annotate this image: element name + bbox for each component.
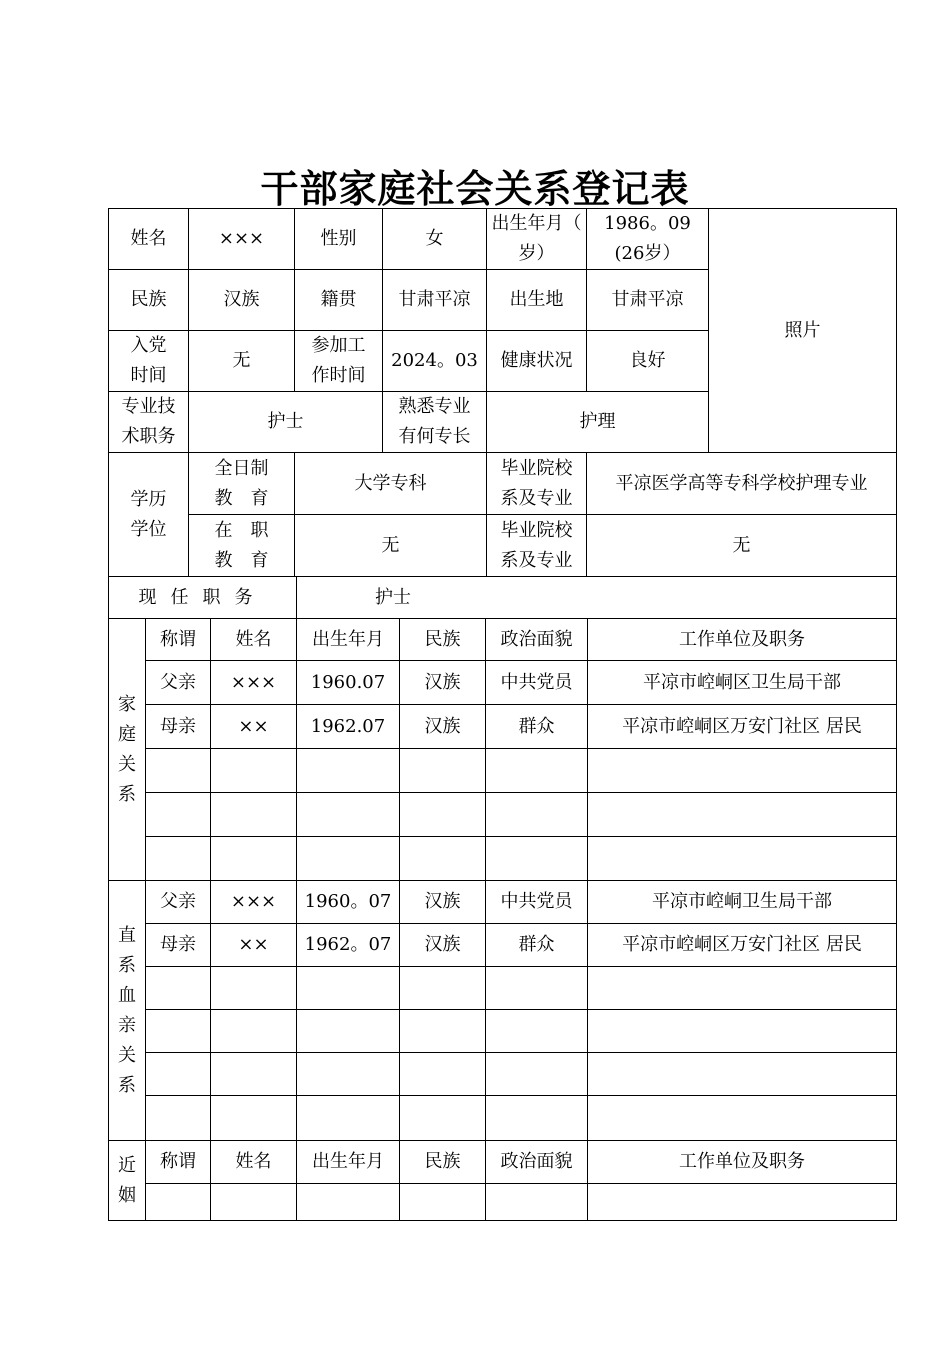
family-header-col-4-text: 民族 [424, 628, 461, 650]
family-row-2-col-6 [587, 704, 897, 749]
direct-row-5-col-2 [210, 1052, 297, 1096]
inlaw-header-col-6-text: 工作单位及职务 [679, 1151, 805, 1172]
family-row-5-col-6 [587, 836, 897, 881]
family-row-1-col-1 [145, 660, 211, 705]
inlaw-row-1-col-3 [296, 1183, 400, 1221]
direct-row-5-col-3 [296, 1052, 400, 1096]
direct-row-1-col-4 [399, 880, 486, 924]
inservice-education-label [188, 514, 295, 577]
family-header-col-5-text: 政治面貌 [500, 628, 573, 650]
current-position-value [296, 576, 897, 619]
inlaw-header-col-4-text: 民族 [424, 1151, 461, 1172]
direct-row-5-col-4 [399, 1052, 486, 1096]
inservice-school-value [586, 514, 897, 577]
health-label [486, 330, 587, 392]
direct-row-1-col-3-text: 1960。07 [304, 891, 392, 912]
direct-row-2-col-1 [145, 923, 211, 967]
work-start-value [382, 330, 487, 392]
gender-label [294, 208, 383, 270]
family-row-1-col-3-text: 1960.07 [310, 671, 386, 693]
professional-title-value-text: 护士 [267, 411, 304, 432]
family-row-2-col-2 [210, 704, 297, 749]
inlaw-header-col-6 [587, 1140, 897, 1184]
family-row-3-col-4 [399, 748, 486, 793]
direct-row-4-col-6 [587, 1009, 897, 1053]
direct-row-5-col-6 [587, 1052, 897, 1096]
native-label-text: 籍贯 [320, 289, 357, 310]
direct-row-1-col-6 [587, 880, 897, 924]
family-row-2-col-1-text: 母亲 [160, 715, 196, 737]
work-start-label-text: 参加工 作时间 [311, 335, 366, 386]
direct-row-2-col-3-text: 1962。07 [304, 934, 392, 955]
family-row-3-col-2 [210, 748, 297, 793]
direct-row-1-col-6-text: 平凉市崆峒卫生局干部 [652, 891, 832, 912]
family-row-1-col-3 [296, 660, 400, 705]
health-value-text: 良好 [629, 350, 666, 371]
fulltime-education-value [294, 452, 487, 515]
professional-title-value [188, 391, 383, 453]
family-row-4-col-5 [485, 792, 588, 837]
direct-relations-label [108, 880, 146, 1141]
birthplace-label-text: 出生地 [509, 289, 564, 310]
direct-row-6-col-6 [587, 1095, 897, 1141]
family-row-3-col-1 [145, 748, 211, 793]
party-join-label [108, 330, 189, 392]
inlaw-relations-label [108, 1140, 146, 1221]
inlaw-header-col-1-text: 称谓 [160, 1151, 196, 1172]
family-row-1-col-5-text: 中共党员 [500, 671, 573, 693]
registration-form [108, 208, 897, 1221]
direct-row-1-col-5 [485, 880, 588, 924]
direct-row-2-col-6 [587, 923, 897, 967]
family-row-1-col-2 [210, 660, 297, 705]
direct-row-4-col-3 [296, 1009, 400, 1053]
direct-row-3-col-6 [587, 966, 897, 1010]
direct-relations-label-text: 直 系 血 亲 关 系 [118, 924, 136, 1096]
inlaw-header-col-4 [399, 1140, 486, 1184]
family-header-col-3 [296, 618, 400, 661]
family-header-col-6-text: 工作单位及职务 [679, 628, 805, 650]
work-start-label [294, 330, 383, 392]
birth-label [486, 208, 587, 270]
fulltime-education-value-text: 大学专科 [354, 472, 427, 494]
ethnic-value-text: 汉族 [223, 289, 260, 310]
direct-row-5-col-5 [485, 1052, 588, 1096]
inlaw-header-col-1 [145, 1140, 211, 1184]
direct-row-4-col-4 [399, 1009, 486, 1053]
direct-row-2-col-1-text: 母亲 [160, 934, 196, 955]
family-row-1-col-5 [485, 660, 588, 705]
professional-title-label [108, 391, 189, 453]
family-row-4-col-1 [145, 792, 211, 837]
family-row-2-col-5 [485, 704, 588, 749]
inlaw-row-1-col-2 [210, 1183, 297, 1221]
birthplace-value [586, 269, 709, 331]
direct-row-1-col-1 [145, 880, 211, 924]
family-row-4-col-6 [587, 792, 897, 837]
direct-row-2-col-2 [210, 923, 297, 967]
direct-row-6-col-5 [485, 1095, 588, 1141]
birth-label-text: 出生年月（ 岁） [491, 213, 582, 264]
specialty-label-text: 熟悉专业 有何专长 [398, 396, 471, 447]
gender-label-text: 性别 [320, 228, 357, 249]
family-header-col-5 [485, 618, 588, 661]
inlaw-row-1-col-6 [587, 1183, 897, 1221]
native-label [294, 269, 383, 331]
family-row-1-col-6 [587, 660, 897, 705]
native-value [382, 269, 487, 331]
family-row-3-col-3 [296, 748, 400, 793]
family-row-5-col-4 [399, 836, 486, 881]
family-row-3-col-6 [587, 748, 897, 793]
direct-row-2-col-5 [485, 923, 588, 967]
inlaw-relations-label-text: 近 姻 [118, 1154, 136, 1206]
fulltime-school-label-text: 毕业院校 系及专业 [500, 457, 573, 509]
family-row-4-col-2 [210, 792, 297, 837]
direct-row-1-col-2-text: ××× [230, 891, 277, 912]
family-row-1-col-4 [399, 660, 486, 705]
direct-row-6-col-1 [145, 1095, 211, 1141]
direct-row-1-col-1-text: 父亲 [160, 891, 196, 912]
direct-row-2-col-2-text: ×× [238, 934, 269, 955]
direct-row-6-col-2 [210, 1095, 297, 1141]
direct-row-3-col-1 [145, 966, 211, 1010]
inlaw-header-col-2 [210, 1140, 297, 1184]
fulltime-education-label-text: 全日制 教 育 [214, 457, 269, 509]
current-position-value-text: 护士 [375, 586, 411, 608]
birth-value [586, 208, 709, 270]
family-header-col-1 [145, 618, 211, 661]
gender-value-text: 女 [425, 228, 444, 249]
family-header-col-2-text: 姓名 [235, 628, 272, 650]
education-label-text: 学历 学位 [130, 488, 167, 540]
name-label [108, 208, 189, 270]
direct-row-3-col-2 [210, 966, 297, 1010]
direct-row-4-col-2 [210, 1009, 297, 1053]
inservice-school-label [486, 514, 587, 577]
inlaw-row-1-col-5 [485, 1183, 588, 1221]
family-row-4-col-4 [399, 792, 486, 837]
family-row-1-col-6-text: 平凉市崆峒区卫生局干部 [643, 671, 841, 693]
family-row-2-col-5-text: 群众 [518, 715, 555, 737]
family-header-col-4 [399, 618, 486, 661]
party-join-value [188, 330, 295, 392]
family-row-2-col-6-text: 平凉市崆峒区万安门社区 居民 [622, 715, 862, 737]
inservice-education-value [294, 514, 487, 577]
specialty-value [486, 391, 709, 453]
direct-row-3-col-3 [296, 966, 400, 1010]
family-row-2-col-4 [399, 704, 486, 749]
ethnic-value [188, 269, 295, 331]
birth-value-text: 1986。09 (26岁） [604, 213, 691, 264]
direct-row-4-col-1 [145, 1009, 211, 1053]
inservice-education-value-text: 无 [381, 534, 400, 556]
current-position-label [108, 576, 297, 619]
direct-row-1-col-4-text: 汉族 [424, 891, 461, 912]
current-position-label-text: 现任职务 [138, 586, 267, 608]
family-relations-label [108, 618, 146, 881]
direct-row-1-col-5-text: 中共党员 [500, 891, 573, 912]
gender-value [382, 208, 487, 270]
direct-row-6-col-4 [399, 1095, 486, 1141]
direct-row-1-col-3 [296, 880, 400, 924]
direct-row-3-col-5 [485, 966, 588, 1010]
direct-row-2-col-4-text: 汉族 [424, 934, 461, 955]
photo-box-text: 照片 [784, 319, 821, 341]
family-header-col-6 [587, 618, 897, 661]
inservice-school-label-text: 毕业院校 系及专业 [500, 519, 573, 571]
name-value-text: ××× [218, 228, 265, 249]
inlaw-row-1-col-4 [399, 1183, 486, 1221]
health-label-text: 健康状况 [500, 350, 573, 371]
name-value [188, 208, 295, 270]
direct-row-1-col-2 [210, 880, 297, 924]
education-label [108, 452, 189, 577]
fulltime-school-value [586, 452, 897, 515]
form-title: 干部家庭社会关系登记表 [260, 167, 690, 211]
photo-box [708, 208, 897, 453]
direct-row-6-col-3 [296, 1095, 400, 1141]
family-row-5-col-3 [296, 836, 400, 881]
family-row-2-col-4-text: 汉族 [424, 715, 461, 737]
family-header-col-2 [210, 618, 297, 661]
family-row-3-col-5 [485, 748, 588, 793]
inservice-school-value-text: 无 [732, 534, 751, 556]
family-row-2-col-2-text: ×× [238, 715, 269, 737]
direct-row-2-col-3 [296, 923, 400, 967]
family-row-5-col-5 [485, 836, 588, 881]
family-row-2-col-1 [145, 704, 211, 749]
health-value [586, 330, 709, 392]
family-row-4-col-3 [296, 792, 400, 837]
family-row-1-col-4-text: 汉族 [424, 671, 461, 693]
direct-row-4-col-5 [485, 1009, 588, 1053]
inlaw-header-col-3-text: 出生年月 [312, 1151, 384, 1172]
fulltime-education-label [188, 452, 295, 515]
fulltime-school-value-text: 平凉医学高等专科学校护理专业 [615, 472, 868, 494]
ethnic-label-text: 民族 [130, 289, 167, 310]
birthplace-value-text: 甘肃平凉 [611, 289, 684, 310]
family-row-5-col-1 [145, 836, 211, 881]
native-value-text: 甘肃平凉 [398, 289, 471, 310]
inlaw-header-col-2-text: 姓名 [235, 1151, 272, 1172]
party-join-label-text: 入党 时间 [130, 335, 167, 386]
family-row-2-col-3 [296, 704, 400, 749]
direct-row-3-col-4 [399, 966, 486, 1010]
specialty-label [382, 391, 487, 453]
inservice-education-label-text: 在 职 教 育 [214, 519, 269, 571]
family-relations-label-text: 家 庭 关 系 [118, 693, 136, 805]
name-label-text: 姓名 [130, 228, 167, 249]
family-row-5-col-2 [210, 836, 297, 881]
inlaw-header-col-3 [296, 1140, 400, 1184]
family-row-1-col-2-text: ××× [230, 671, 277, 693]
family-header-col-1-text: 称谓 [160, 628, 196, 650]
specialty-value-text: 护理 [579, 411, 616, 432]
direct-row-2-col-5-text: 群众 [518, 934, 555, 955]
party-join-value-text: 无 [232, 350, 251, 371]
fulltime-school-label [486, 452, 587, 515]
birthplace-label [486, 269, 587, 331]
inlaw-row-1-col-1 [145, 1183, 211, 1221]
direct-row-2-col-4 [399, 923, 486, 967]
professional-title-label-text: 专业技 术职务 [121, 396, 176, 447]
ethnic-label [108, 269, 189, 331]
direct-row-5-col-1 [145, 1052, 211, 1096]
work-start-value-text: 2024。03 [391, 350, 478, 371]
family-row-2-col-3-text: 1962.07 [310, 715, 386, 737]
direct-row-2-col-6-text: 平凉市崆峒区万安门社区 居民 [622, 934, 862, 955]
inlaw-header-col-5 [485, 1140, 588, 1184]
family-header-col-3-text: 出生年月 [312, 628, 384, 650]
family-row-1-col-1-text: 父亲 [160, 671, 196, 693]
inlaw-header-col-5-text: 政治面貌 [500, 1151, 573, 1172]
